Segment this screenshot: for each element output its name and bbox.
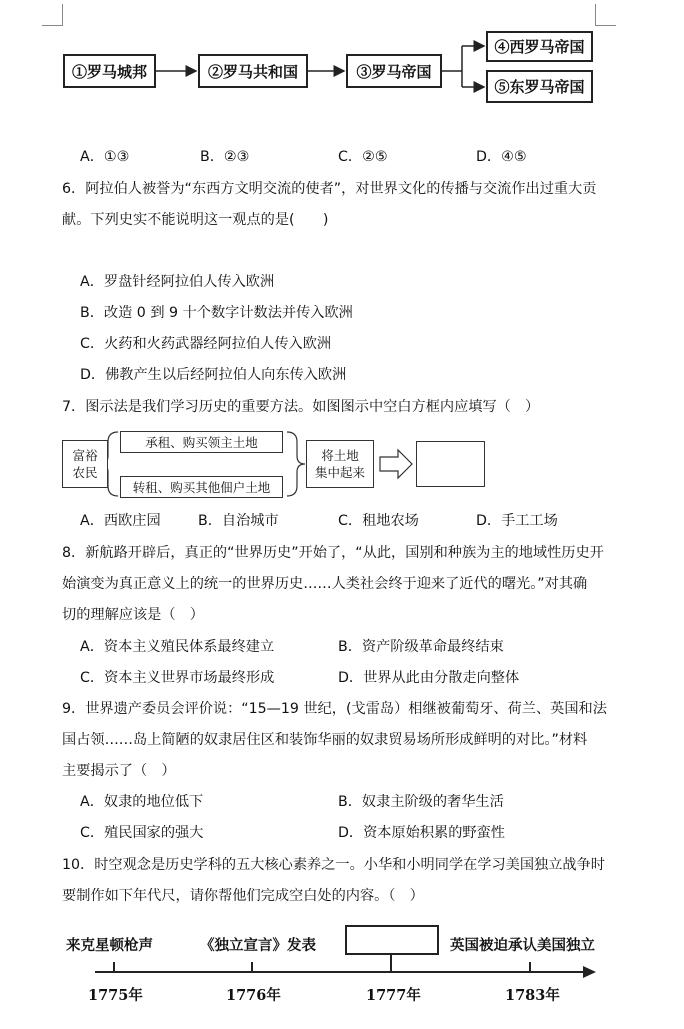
q8-stem-line1: 8．新航路开辟后，真正的“世界历史”开始了，“从此，国别和种族为主的地域性历史开	[62, 545, 604, 561]
q6-option-b: B．改造 0 到 9 十个数字计数法并传入欧洲	[80, 305, 353, 321]
flow-box-western-roman-empire: ④西罗马帝国	[486, 31, 593, 62]
q10-stem-line1: 10．时空观念是历史学科的五大核心素养之一。小华和小明同学在学习美国独立战争时	[62, 857, 605, 873]
q7-stem: 7．图示法是我们学习历史的重要方法。如图图示中空白方框内应填写（ ）	[62, 399, 540, 415]
q5-option-b: B．②③	[200, 149, 250, 165]
q9-stem-line2: 国占领……岛上简陋的奴隶居住区和装饰华丽的奴隶贸易场所形成鲜明的对比。”材料	[62, 732, 588, 748]
q6-option-a: A．罗盘针经阿拉伯人传入欧洲	[80, 274, 275, 290]
flow-box-roman-city-state: ①罗马城邦	[63, 54, 156, 88]
q9-option-a: A．奴隶的地位低下	[80, 794, 204, 810]
q7-option-d: D．手工工场	[476, 513, 558, 529]
flow-box-roman-republic: ②罗马共和国	[198, 54, 308, 88]
q7-option-a: A．西欧庄园	[80, 513, 161, 529]
q8-option-c: C．资本主义世界市场最终形成	[80, 670, 275, 686]
timeline-year-1776: 1776年	[226, 987, 281, 1004]
q7-box-rich-farmers: 富裕 农民	[62, 440, 108, 488]
timeline-event-independence: 英国被迫承认美国独立	[450, 937, 595, 954]
q8-stem-line3: 切的理解应该是（ ）	[62, 607, 204, 623]
q9-option-d: D．资本原始积累的野蛮性	[338, 825, 505, 841]
q10-stem-line2: 要制作如下年代尺，请你帮他们完成空白处的内容。（ ）	[62, 888, 424, 904]
flow-box-roman-empire: ③罗马帝国	[346, 54, 442, 88]
q5-option-d: D．④⑤	[476, 149, 527, 165]
timeline-event-lexington: 来克星顿枪声	[66, 937, 153, 954]
timeline-event-declaration: 《独立宣言》发表	[200, 937, 316, 954]
q6-option-c: C．火药和火药武器经阿拉伯人传入欧洲	[80, 336, 332, 352]
q6-stem-line1: 6．阿拉伯人被誉为“东西方文明交流的使者”，对世界文化的传播与交流作出过重大贡	[62, 181, 597, 197]
timeline-year-1783: 1783年	[505, 987, 560, 1004]
timeline-year-1775: 1775年	[88, 987, 143, 1004]
q7-box-rent-lord-land: 承租、购买领主土地	[120, 431, 283, 453]
q9-option-b: B．奴隶主阶级的奢华生活	[338, 794, 504, 810]
q7-box-sublease-tenant-land: 转租、购买其他佃户土地	[120, 476, 283, 498]
q5-option-c: C．②⑤	[338, 149, 388, 165]
timeline-blank-box	[345, 925, 439, 955]
q7-box-concentrate-land: 将土地 集中起来	[306, 440, 374, 488]
q7-option-b: B．自治城市	[198, 513, 279, 529]
q8-option-d: D．世界从此由分散走向整体	[338, 670, 520, 686]
q8-option-b: B．资产阶级革命最终结束	[338, 639, 504, 655]
q6-option-d: D．佛教产生以后经阿拉伯人向东传入欧洲	[80, 367, 347, 383]
q8-option-a: A．资本主义殖民体系最终建立	[80, 639, 275, 655]
q9-stem-line3: 主要揭示了（ ）	[62, 763, 176, 779]
q9-option-c: C．殖民国家的强大	[80, 825, 204, 841]
q7-option-c: C．租地农场	[338, 513, 419, 529]
q9-stem-line1: 9．世界遗产委员会评价说：“15—19 世纪，(戈雷岛）相继被葡萄牙、荷兰、英国和法	[62, 701, 607, 717]
timeline-year-1777: 1777年	[366, 987, 421, 1004]
q6-stem-line2: 献。下列史实不能说明这一观点的是( )	[62, 212, 329, 228]
q5-option-a: A．①③	[80, 149, 130, 165]
flow-box-eastern-roman-empire: ⑤东罗马帝国	[486, 70, 593, 103]
q7-box-blank	[416, 441, 485, 487]
q8-stem-line2: 始演变为真正意义上的统一的世界历史……人类社会终于迎来了近代的曙光。”对其确	[62, 576, 588, 592]
